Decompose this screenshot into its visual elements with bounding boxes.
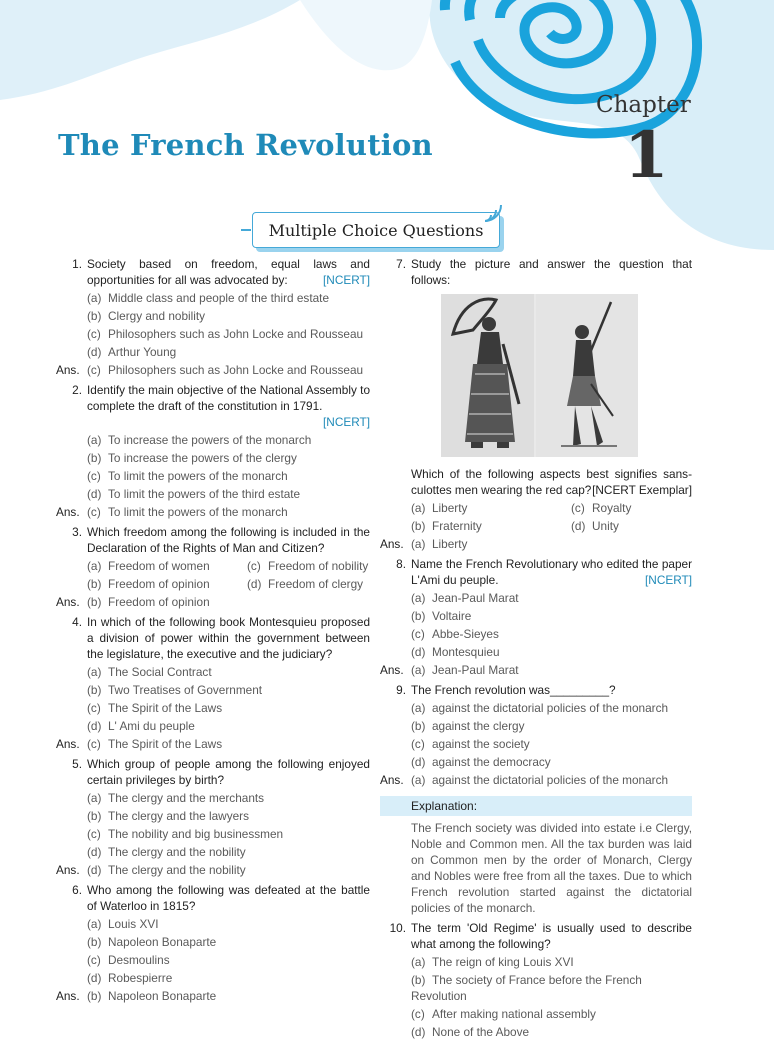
option: (c) Desmoulins bbox=[87, 953, 170, 967]
option-row: (b) Fraternity (d) Unity bbox=[411, 519, 619, 533]
option: (c) Philosophers such as John Locke and Rousseau bbox=[87, 327, 364, 341]
option: (b) against the clergy bbox=[411, 719, 525, 733]
question-6 bbox=[56, 882, 370, 914]
question-text: Identify the main objective of the National Assembly to complete the draft of the constitution in 1791. bbox=[87, 383, 370, 413]
option: (c) against the society bbox=[411, 737, 530, 751]
question-text: The term 'Old Regime' is usually used to describe what among the following? bbox=[411, 921, 692, 951]
option-row: (a) Freedom of women (c) Freedom of nobility bbox=[87, 559, 369, 573]
source-tag: [NCERT] bbox=[323, 415, 370, 429]
question-text: Which of the following aspects best signifies sans-culottes men wearing the red cap? bbox=[411, 467, 692, 497]
question-number: 3. bbox=[72, 525, 82, 539]
background-blob-top-middle bbox=[300, 0, 432, 70]
option: (d) Montesquieu bbox=[411, 645, 500, 659]
option: (d) To limit the powers of the third estate bbox=[87, 487, 301, 501]
option: (a) Louis XVI bbox=[87, 917, 159, 931]
explanation-text: The French society was divided into estate i.e Clergy, Noble and Common men. All the tax burden was laid on Common men by the order of Monarch, Clergy and Nobles were free from all the taxes. Due to which French revolution started against the dictatorial policies of the monarch. bbox=[411, 821, 692, 915]
option: (a) Jean-Paul Marat bbox=[411, 591, 519, 605]
question-5 bbox=[56, 756, 370, 788]
option: (d) against the democracy bbox=[411, 755, 551, 769]
question-3 bbox=[56, 524, 370, 556]
question-text: Which freedom among the following is included in the Declaration of the Rights of Man and Citizen? bbox=[87, 525, 370, 555]
answer: Ans. (d) The clergy and the nobility bbox=[56, 863, 246, 877]
question-number: 2. bbox=[72, 383, 82, 397]
explanation-heading: Explanation: bbox=[380, 796, 692, 816]
question-2 bbox=[56, 382, 370, 430]
question-7-prompt bbox=[380, 466, 692, 498]
option: (a) The reign of king Louis XVI bbox=[411, 955, 574, 969]
question-number: 9. bbox=[396, 683, 406, 697]
option: (c) The nobility and big businessmen bbox=[87, 827, 284, 841]
option: (c) The Spirit of the Laws bbox=[87, 701, 223, 715]
answer: Ans. (c) To limit the powers of the monarch bbox=[56, 505, 288, 519]
question-text: Which group of people among the following enjoyed certain privileges by birth? bbox=[87, 757, 370, 787]
chapter-label: Chapter bbox=[596, 92, 691, 118]
question-1 bbox=[56, 256, 370, 288]
option: (b) To increase the powers of the clergy bbox=[87, 451, 297, 465]
section-heading-box bbox=[252, 212, 500, 248]
source-tag: [NCERT] bbox=[323, 273, 370, 287]
question-number: 4. bbox=[72, 615, 82, 629]
chapter-number: 1 bbox=[624, 118, 669, 193]
option: (a) The Social Contract bbox=[87, 665, 212, 679]
question-number: 10. bbox=[389, 921, 406, 935]
option: (b) The clergy and the lawyers bbox=[87, 809, 249, 823]
question-number: 5. bbox=[72, 757, 82, 771]
question-text: Study the picture and answer the question that follows: bbox=[411, 257, 692, 287]
option: (a) Middle class and people of the third estate bbox=[87, 291, 330, 305]
option-row: (a) Liberty (c) Royalty bbox=[411, 501, 632, 515]
option: (b) Clergy and nobility bbox=[87, 309, 206, 323]
page-title: The French Revolution bbox=[58, 128, 433, 162]
option: (b) The society of France before the French Revolution bbox=[411, 973, 642, 1003]
option: (d) None of the Above bbox=[411, 1025, 530, 1039]
answer: Ans. (a) Liberty bbox=[380, 537, 468, 551]
heading-accent-line bbox=[241, 229, 251, 231]
question-text: In which of the following book Montesquieu proposed a division of power within the government between the legislature, the executive and the judiciary? bbox=[87, 615, 370, 661]
question-4 bbox=[56, 614, 370, 662]
question-text: Society based on freedom, equal laws and opportunities for all was advocated by: bbox=[87, 257, 370, 287]
left-column bbox=[56, 256, 370, 1004]
section-heading: Multiple Choice Questions bbox=[268, 220, 484, 240]
question-number: 1. bbox=[72, 257, 82, 271]
question-8 bbox=[380, 556, 692, 588]
option: (a) against the dictatorial policies of the monarch bbox=[411, 701, 669, 715]
answer: Ans. (c) The Spirit of the Laws bbox=[56, 737, 223, 751]
option: (d) Robespierre bbox=[87, 971, 173, 985]
question-7 bbox=[380, 256, 692, 288]
option: (a) To increase the powers of the monarch bbox=[87, 433, 312, 447]
question-10 bbox=[380, 920, 692, 952]
question-number: 8. bbox=[396, 557, 406, 571]
answer: Ans. (b) Napoleon Bonaparte bbox=[56, 989, 217, 1003]
answer: Ans. (b) Freedom of opinion bbox=[56, 595, 210, 609]
source-tag: [NCERT Exemplar] bbox=[592, 483, 692, 497]
option: (c) To limit the powers of the monarch bbox=[87, 469, 288, 483]
question-text: The French revolution was_________? bbox=[411, 683, 616, 697]
sans-culottes-illustration bbox=[441, 294, 638, 457]
question-number: 7. bbox=[396, 257, 406, 271]
question-9 bbox=[380, 682, 692, 698]
option-row: (b) Freedom of opinion (d) Freedom of clergy bbox=[87, 577, 364, 591]
question-text: Who among the following was defeated at the battle of Waterloo in 1815? bbox=[87, 883, 370, 913]
question-text: Name the French Revolutionary who edited the paper L'Ami du peuple. bbox=[411, 557, 692, 587]
option: (d) The clergy and the nobility bbox=[87, 845, 246, 859]
signal-waves-icon bbox=[483, 203, 503, 223]
answer: Ans. (a) against the dictatorial policies of the monarch bbox=[380, 773, 669, 787]
answer: Ans. (c) Philosophers such as John Locke and Rousseau bbox=[56, 363, 364, 377]
option: (a) The clergy and the merchants bbox=[87, 791, 265, 805]
background-blob-left bbox=[0, 0, 300, 100]
option: (d) L' Ami du peuple bbox=[87, 719, 195, 733]
option: (b) Voltaire bbox=[411, 609, 472, 623]
answer: Ans. (a) Jean-Paul Marat bbox=[380, 663, 519, 677]
option: (c) After making national assembly bbox=[411, 1007, 596, 1021]
option: (b) Napoleon Bonaparte bbox=[87, 935, 217, 949]
question-number: 6. bbox=[72, 883, 82, 897]
right-column bbox=[380, 256, 692, 1040]
source-tag: [NCERT] bbox=[645, 573, 692, 587]
option: (b) Two Treatises of Government bbox=[87, 683, 263, 697]
option: (c) Abbe-Sieyes bbox=[411, 627, 499, 641]
option: (d) Arthur Young bbox=[87, 345, 177, 359]
